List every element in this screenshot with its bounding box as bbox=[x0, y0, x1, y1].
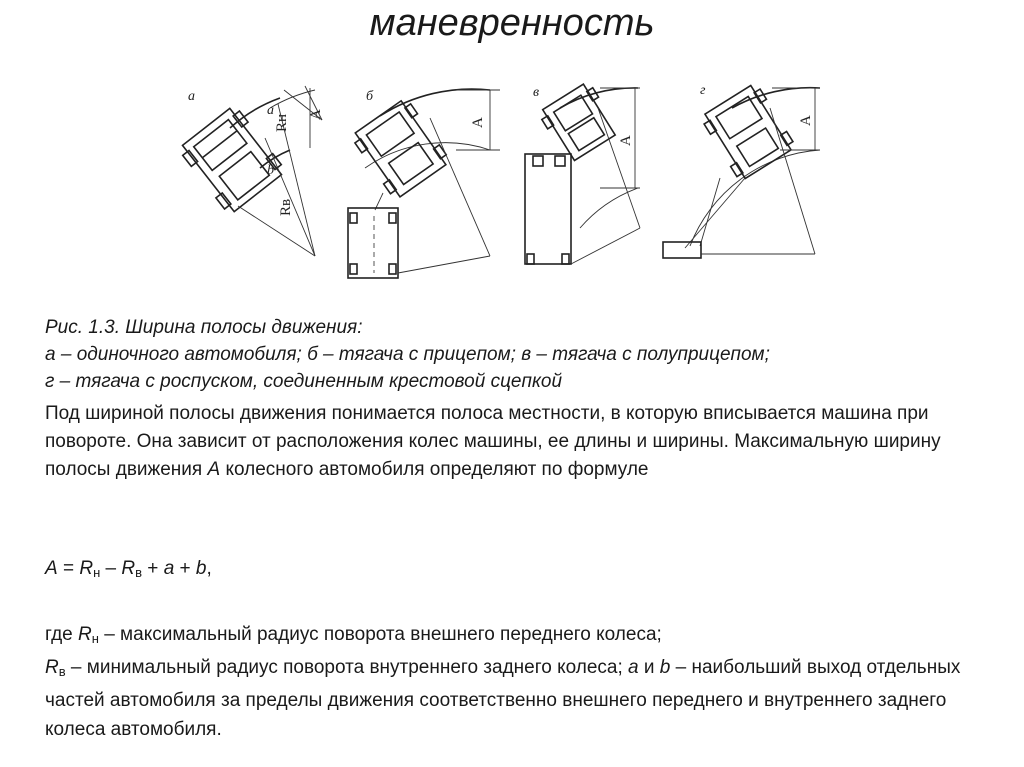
body-paragraph bbox=[45, 400, 1005, 484]
panel-label-v: в bbox=[533, 85, 540, 100]
formula-a: a bbox=[163, 558, 175, 579]
note-rv-ab bbox=[45, 653, 1010, 744]
semitrailer-v bbox=[525, 154, 571, 264]
formula-notes bbox=[45, 620, 1010, 744]
note-def-rv: – минимальный радиус поворота внутреннего заднего колеса; bbox=[65, 657, 629, 678]
formula-lhs: A bbox=[45, 558, 58, 579]
note-where: где bbox=[45, 624, 79, 645]
figure-caption bbox=[45, 314, 1005, 395]
panel-b-tractor-trailer bbox=[348, 89, 500, 278]
panel-label-a: а bbox=[188, 89, 195, 104]
note-def-ab: – наибольший выход отдельных частей автомобиля за пределы движения соответственно внешнего переднего и внутреннего заднего колеса автомобиля. bbox=[45, 657, 961, 740]
panel-label-b: б bbox=[366, 89, 374, 104]
trailer-b bbox=[348, 208, 398, 278]
formula-b: b bbox=[195, 558, 207, 579]
note-sub-v: в bbox=[58, 664, 66, 679]
panel-g-pole-trailer bbox=[663, 82, 820, 258]
paragraph-text-end: колесного автомобиля определяют по формуле bbox=[220, 459, 649, 480]
dim-label-width-a: A bbox=[308, 109, 324, 120]
formula-eq: = bbox=[57, 558, 80, 579]
dim-label-width-b: A bbox=[470, 117, 486, 128]
formula-minus: – bbox=[100, 558, 122, 579]
slide-title: маневренность bbox=[369, 2, 655, 44]
lane-width-figure bbox=[160, 68, 840, 308]
caption-line-3: г – тягача с роспуском, соединенным крестовой сцепкой bbox=[45, 371, 563, 392]
formula-plus-a: + bbox=[142, 558, 164, 579]
note-b: b bbox=[659, 657, 671, 678]
note-r-inner: R bbox=[45, 657, 59, 678]
formula-sub-n: н bbox=[93, 565, 101, 580]
dim-label-width-v: A bbox=[618, 135, 634, 146]
dim-label-b: b bbox=[267, 163, 274, 178]
caption-line-1: Рис. 1.3. Ширина полосы движения: bbox=[45, 317, 363, 338]
tractor-v bbox=[538, 81, 621, 164]
panel-a-single-vehicle bbox=[178, 86, 324, 256]
note-def-rn: – максимальный радиус поворота внешнего переднего колеса; bbox=[98, 624, 662, 645]
tractor-g bbox=[700, 82, 796, 181]
note-sub-n: н bbox=[91, 631, 99, 646]
paragraph-var-a: А bbox=[207, 459, 221, 480]
dim-label-width-g: A bbox=[798, 115, 814, 126]
panel-label-g: г bbox=[700, 83, 706, 98]
single-car bbox=[178, 105, 286, 216]
note-rn bbox=[45, 620, 1010, 653]
paragraph-text-start: Под шириной полосы движения понимается полоса местности, в которую вписывается машина при повороте. Она зависит от расположения колес машины, ее длины и ширины. Максимальную ширину полосы движения bbox=[45, 403, 941, 480]
formula-plus-b: + bbox=[174, 558, 196, 579]
dim-label-a: a bbox=[267, 103, 274, 118]
dim-label-rv: Rв bbox=[278, 198, 294, 216]
note-a: a bbox=[628, 657, 639, 678]
tractor-b bbox=[350, 97, 450, 200]
caption-line-2: а – одиночного автомобиля; б – тягача с прицепом; в – тягача с полуприцепом; bbox=[45, 344, 770, 365]
pole-trailer-g bbox=[663, 242, 701, 258]
lane-width-diagram bbox=[160, 68, 840, 308]
panel-v-semitrailer bbox=[525, 81, 640, 264]
note-and: и bbox=[638, 657, 660, 678]
formula-r-outer: R bbox=[79, 558, 94, 579]
formula-sub-v: в bbox=[135, 565, 143, 580]
note-r-outer: R bbox=[78, 624, 92, 645]
formula-tail: , bbox=[206, 558, 212, 579]
formula-r-inner: R bbox=[121, 558, 136, 579]
lane-width-formula bbox=[45, 558, 212, 580]
dim-label-rn: Rн bbox=[274, 113, 290, 132]
body-paragraph-text bbox=[45, 400, 1005, 484]
